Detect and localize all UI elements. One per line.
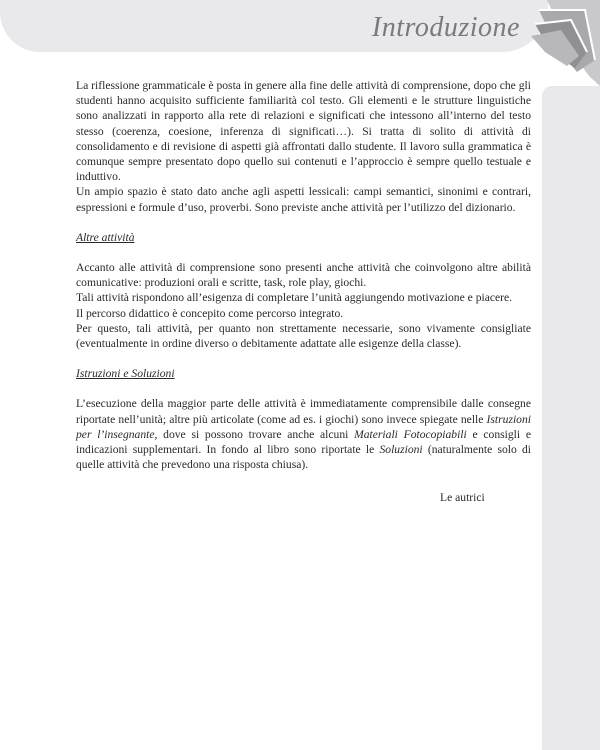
altre-paragraph-2: Tali attività rispondono all’esigenza di completare l’unità aggiungendo motivazione e piacere. — [76, 291, 513, 305]
altre-paragraph-1: Accanto alle attività di comprensione sono presenti anche attività che coinvolgono altre abilità comunicative: produzioni orali e scritte, task, role play, giochi. — [76, 261, 531, 290]
altre-paragraph-3: Il percorso didattico è concepito come percorso integrato. — [76, 306, 344, 320]
signature: Le autrici — [440, 491, 485, 504]
istruzioni-text-part-4: (naturalmente solo di quelle attività che prevedono una risposta chiusa). — [76, 443, 532, 472]
intro-paragraph-1: La riflessione grammaticale è posta in genere alla fine delle attività di comprensione, dopo che gli studenti hanno acquisito sufficiente familiarità col testo. Gli elementi e le strutture linguistiche sono analizzati in rapporto alla rete di relazioni e significati che intessono all’interno del testo stesso (coerenza, coesione, inferenza di significati…). Si tratta di solito di attività di consolidamento e di revisione di aspetti già affrontati dallo studente. Il lavoro sulla grammatica è comunque sempre presentato dopo quello sui contenuti e l’approccio è sempre quello testuale e induttivo. — [76, 79, 531, 184]
istruzioni-text-part-3: e consigli e indicazioni supplementari. In fondo al libro sono riportate le — [76, 427, 531, 457]
main-content — [76, 78, 531, 472]
istruzioni-paragraph — [76, 396, 531, 472]
side-strip — [542, 86, 600, 750]
istruzioni-emphasis-soluzioni: Soluzioni — [379, 443, 423, 457]
section-heading-altre-attivita: Altre attività — [76, 230, 135, 244]
istruzioni-emphasis-materiali: Materiali Fotocopiabili — [354, 427, 467, 441]
intro-paragraph-2: Un ampio spazio è stato dato anche agli aspetti lessicali: campi semantici, sinonimi e contrari, espressioni e formule d’uso, proverbi. Sono previste anche attività per l’utilizzo del dizionario. — [76, 185, 531, 214]
altre-paragraph-4: Per questo, tali attività, per quanto non strettamente necessarie, sono vivamente consigliate (eventualmente in ordine diverso o debitamente adattate alle esigenze della classe). — [76, 321, 531, 351]
page-title: Introduzione — [371, 12, 520, 43]
istruzioni-emphasis-insegnante: Istruzioni per l’insegnante — [76, 412, 531, 441]
page-corner-ornament-icon — [517, 0, 600, 88]
section-heading-istruzioni: Istruzioni e Soluzioni — [76, 367, 175, 381]
istruzioni-text-part-2: , dove si possono trovare anche alcuni — [154, 427, 355, 441]
istruzioni-text-part-1: L’esecuzione della maggior parte delle attività è immediatamente comprensibile dalle consegne riportate nell’unità; altre più articolate (come ad es. i giochi) sono invece spiegate nelle — [76, 397, 531, 426]
